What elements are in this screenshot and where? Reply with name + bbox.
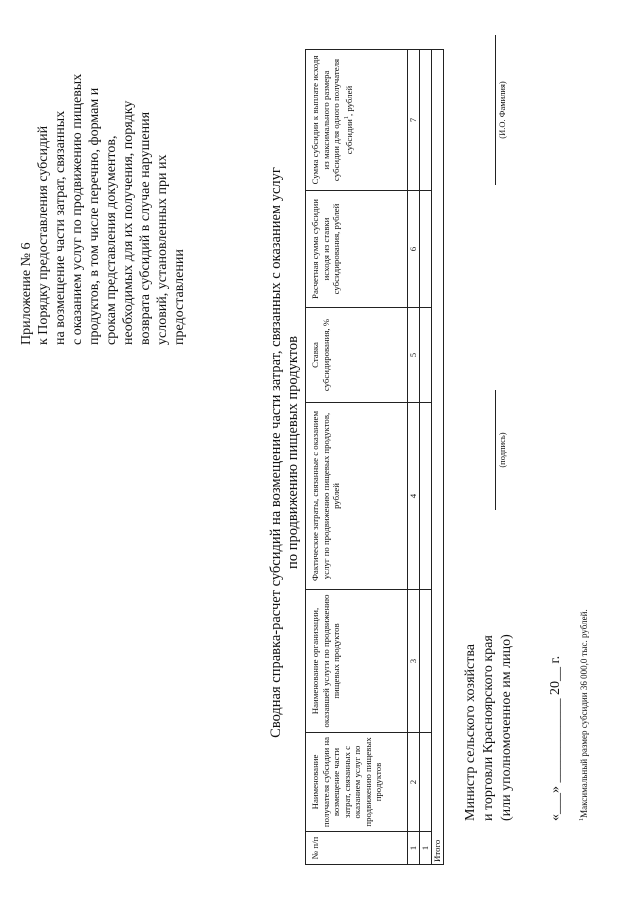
- table-cell: [420, 191, 432, 308]
- signature-line: [495, 390, 496, 510]
- table-cell: [420, 308, 432, 403]
- column-number: 1: [408, 832, 420, 865]
- header-cell-calculated-sum: Расчетная сумма субсидии исходя из ставки субсидирования, рублей: [306, 191, 408, 308]
- footnote-mark: 1: [578, 817, 585, 821]
- column-number: 6: [408, 191, 420, 308]
- table-cell: [420, 50, 432, 191]
- column-number: 4: [408, 403, 420, 590]
- date-field: «___» ____________ 20__ г.: [548, 655, 563, 821]
- table-header-row: [306, 50, 408, 865]
- appendix-line: необходимых для их получения, порядку: [121, 100, 136, 345]
- header-cell-payout-sum: [306, 50, 408, 191]
- table-row: [420, 50, 432, 865]
- table-cell: 1: [420, 832, 432, 865]
- signature-label: (подпись): [497, 432, 507, 468]
- header-footnote-mark: 1: [343, 116, 350, 120]
- footnote-text: Максимальный размер субсидии 36 000,0 тыс. рублей.: [579, 609, 589, 818]
- appendix-line: Приложение № 6: [19, 242, 34, 345]
- footnote: [578, 609, 589, 821]
- table-cell: [420, 733, 432, 832]
- minister-line: и торговли Красноярского края: [481, 635, 496, 821]
- name-line: [495, 35, 496, 185]
- header-cell-rate: Ставка субсидирования, %: [306, 308, 408, 403]
- column-number: 7: [408, 50, 420, 191]
- header-cell-recipient: Наименование получателя субсидии на возмещение части затрат, связанных с оказанием услуг по продвижению пищевых продуктов: [306, 733, 408, 832]
- appendix-line: продуктов, в том числе перечню, формам и: [87, 87, 102, 345]
- appendix-heading: [18, 15, 188, 345]
- appendix-line: к Порядку предоставления субсидий: [36, 125, 51, 345]
- appendix-line: на возмещение части затрат, связанных: [53, 110, 68, 345]
- column-number: 5: [408, 308, 420, 403]
- appendix-line: условий, установленных при их: [155, 154, 170, 345]
- total-row: [432, 50, 444, 865]
- header-cell-organization: Наименование организации, оказавшей услуги по продвижению пищевых продуктов: [306, 590, 408, 733]
- table-cell: [420, 403, 432, 590]
- column-number-row: [408, 50, 420, 865]
- appendix-line: срокам представления документов,: [104, 135, 119, 345]
- header-payout-suffix: , рублей: [343, 85, 354, 117]
- name-label: (И.О. Фамилия): [497, 81, 507, 139]
- appendix-line: предоставлении: [172, 249, 187, 345]
- total-label: Итого: [432, 50, 444, 865]
- title-line-1: Сводная справка-расчет субсидий на возмещение части затрат, связанных с оказанием услуг: [268, 167, 284, 738]
- header-cell-actual-costs: Фактические затраты, связанные с оказанием услуг по продвижению пищевых продуктов, рублей: [306, 403, 408, 590]
- appendix-line: с оказанием услуг по продвижению пищевых: [70, 73, 85, 345]
- minister-block: [462, 634, 516, 821]
- title-line-2: по продвижению пищевых продуктов: [285, 336, 301, 569]
- table-cell: [420, 590, 432, 733]
- document-title: [268, 0, 302, 905]
- minister-line: Министр сельского хозяйства: [463, 644, 478, 821]
- subsidy-calculation-table: [305, 49, 444, 865]
- column-number: 2: [408, 733, 420, 832]
- header-cell-number: № п/п: [306, 832, 408, 865]
- minister-line: (или уполномоченное им лицо): [499, 634, 514, 821]
- appendix-line: возврата субсидий в случае нарушения: [138, 111, 153, 345]
- header-payout-text: Сумма субсидии к выплате исходя из максимального размера субсидии для одного получателя субсидии: [310, 55, 354, 185]
- column-number: 3: [408, 590, 420, 733]
